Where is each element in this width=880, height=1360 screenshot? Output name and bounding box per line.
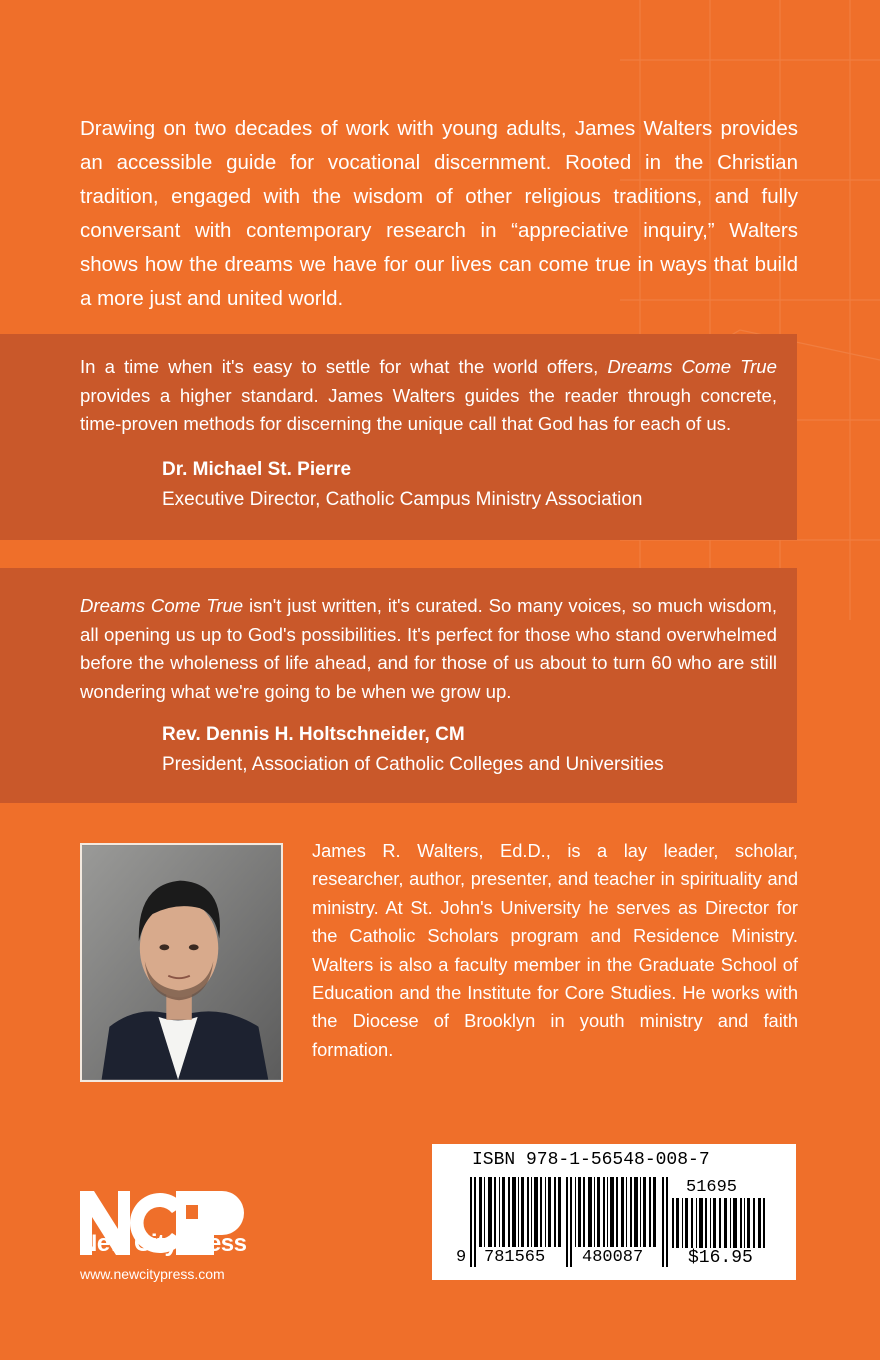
endorsement-box-2 xyxy=(0,568,797,803)
endorsement-box-1 xyxy=(0,334,797,540)
author-portrait-icon xyxy=(82,845,281,1080)
author-photo xyxy=(80,843,283,1082)
barcode-digits-right: 480087 xyxy=(582,1248,644,1267)
book-title: Dreams Come True xyxy=(80,595,244,616)
barcode-digits-left: 781565 xyxy=(484,1248,546,1267)
publisher-name: New City Press xyxy=(80,1230,247,1257)
endorsement-text: Dreams Come True isn't just written, it's curated. So many voices, so much wisdom, all opening us up to God's possibilities. It's perfect for those who stand overwhelmed before the wholeness of life ahead, and for those of us about to turn 60 who are still wondering what we're going to be when we grow up. xyxy=(80,595,777,702)
endorser-name: Rev. Dennis H. Holtschneider, CM xyxy=(162,724,465,745)
endorser-title: Executive Director, Catholic Campus Ministry Association xyxy=(162,489,643,510)
endorsement-text: In a time when it's easy to settle for what the world offers, Dreams Come True provides a higher standard. James Walters guides the reader through concrete, time-proven methods for discerning the unique call that God has for each of us. xyxy=(80,356,777,434)
addon-barcode-bars-icon xyxy=(672,1198,767,1248)
isbn-number: ISBN 978-1-56548-008-7 xyxy=(472,1150,710,1170)
book-title: Dreams Come True xyxy=(607,356,777,377)
barcode-digit-prefix: 9 xyxy=(456,1248,467,1267)
back-cover-blurb: Drawing on two decades of work with young adults, James Walters provides an accessible guide for vocational discernment. Rooted in the Christian tradition, engaged with the wisdom of other religious traditions, and fully conversant with contemporary research in “appreciative inquiry,” Walters shows how the dreams we have for our lives can come true in ways that build a more just and united world. xyxy=(80,117,798,310)
endorser-title: President, Association of Catholic Colleges and Universities xyxy=(162,754,664,775)
author-bio: James R. Walters, Ed.D., is a lay leader, scholar, researcher, author, presenter, and teacher in spirituality and ministry. At St. John's University he serves as Director for the Catholic Scholars program and Residence Ministry. Walters is also a faculty member in the Graduate School of Education and the Institute for Core Studies. He works with the Diocese of Brooklyn in youth ministry and faith formation. xyxy=(312,840,798,1060)
price-code: 51695 xyxy=(686,1178,738,1197)
isbn-barcode xyxy=(432,1144,796,1280)
price: $16.95 xyxy=(688,1248,753,1268)
publisher-url: www.newcitypress.com xyxy=(80,1266,225,1282)
endorser-name: Dr. Michael St. Pierre xyxy=(162,459,352,480)
